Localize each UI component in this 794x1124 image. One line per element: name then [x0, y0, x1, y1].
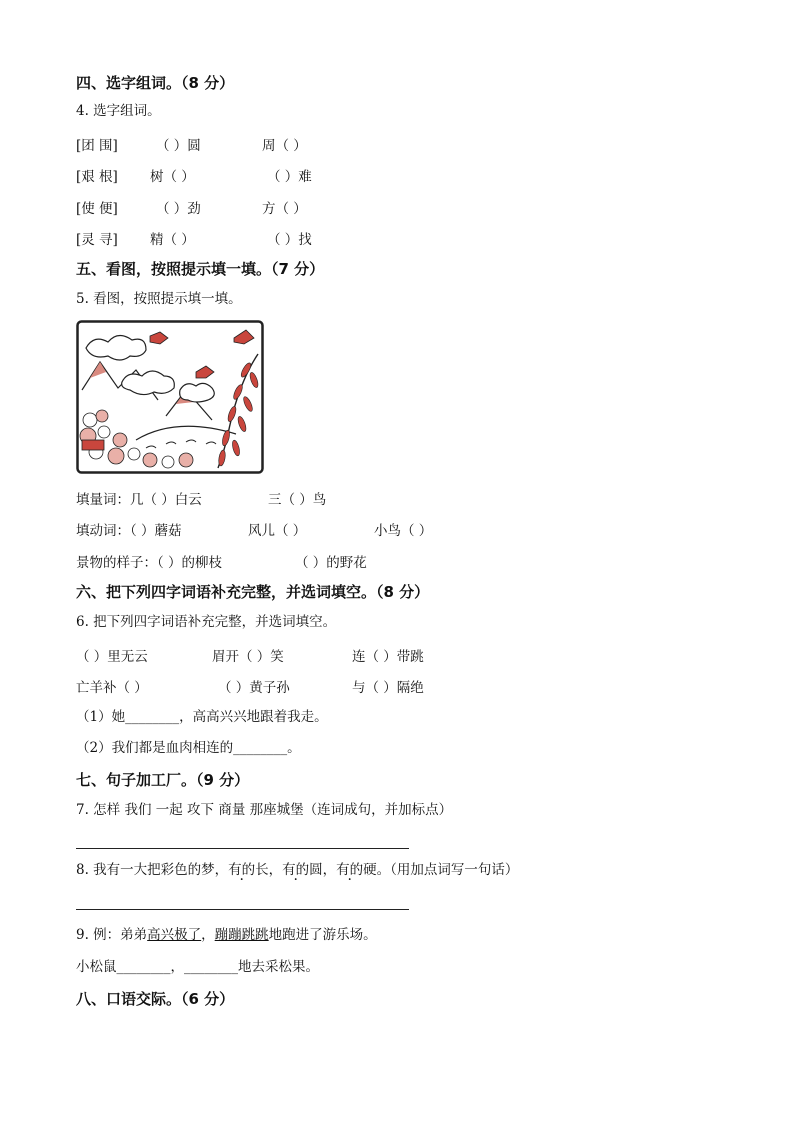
q4-row2-blank1[interactable]: 树（ ） [150, 169, 195, 185]
q6-idiom-3[interactable]: 连（ ）带跳 [352, 649, 424, 665]
q6-idiom-2[interactable]: 眉开（ ）笑 [212, 649, 284, 665]
q5-verb-1[interactable]: 填动词：（ ）蘑菇 [76, 523, 182, 539]
q4-row4-blank2[interactable]: （ ）找 [267, 232, 312, 248]
q4-row3-blank1[interactable]: （ ）劲 [156, 201, 201, 217]
q9-underlined-2: 蹦蹦跳跳 [214, 927, 269, 943]
question-9 [76, 926, 377, 944]
q5-verb-2[interactable]: 风儿（ ） [248, 523, 307, 539]
q4-row4-blank1[interactable]: 精（ ） [150, 232, 195, 248]
q9-fill[interactable]: 小松鼠________，________地去采松果。 [76, 959, 319, 975]
q8-prefix: 8. 我有一大把彩色的梦， [76, 862, 229, 878]
q8-dotted-word-2: 有的 [282, 862, 310, 878]
q7-answer-line[interactable] [76, 848, 409, 849]
q4-row4-group: [灵 寻] [76, 232, 118, 248]
q4-row2-blank2[interactable]: （ ）难 [267, 169, 312, 185]
q8-answer-line[interactable] [76, 909, 409, 910]
q4-row2-group: [艰 根] [76, 169, 118, 185]
q6-idiom-1[interactable]: （ ）里无云 [76, 649, 148, 665]
section6-heading: 六、把下列四字词语补充完整，并选词填空。（8 分） [76, 583, 430, 601]
q5-scene-2[interactable]: （ ）的野花 [295, 555, 367, 571]
question-6: 6. 把下列四字词语补充完整，并选词填空。 [76, 614, 337, 630]
section5-heading: 五、看图，按照提示填一填。（7 分） [76, 260, 325, 278]
q6-idiom-4[interactable]: 亡羊补（ ） [76, 680, 148, 696]
q8-mid-1: 长， [255, 862, 283, 878]
q6-idiom-5[interactable]: （ ）黄子孙 [218, 680, 290, 696]
question-8 [76, 861, 518, 879]
q4-row1-blank1[interactable]: （ ）圆 [156, 138, 201, 154]
q6-idiom-6[interactable]: 与（ ）隔绝 [352, 680, 424, 696]
section7-heading: 七、句子加工厂。（9 分） [76, 771, 250, 789]
q8-dotted-word-1: 有的 [228, 862, 256, 878]
question-4: 4. 选字组词。 [76, 103, 161, 119]
q5-measure-word-1[interactable]: 填量词：几（ ）白云 [76, 492, 202, 508]
landscape-illustration [76, 320, 264, 474]
section8-heading: 八、口语交际。（6 分） [76, 990, 235, 1008]
question-5: 5. 看图，按照提示填一填。 [76, 291, 242, 307]
q4-row3-group: [使 便] [76, 201, 118, 217]
q5-verb-3[interactable]: 小鸟（ ） [374, 523, 433, 539]
section4-heading: 四、选字组词。（8 分） [76, 74, 235, 92]
q4-row1-group: [团 围] [76, 138, 118, 154]
question-7: 7. 怎样 我们 一起 攻下 商量 那座城堡（连词成句，并加标点） [76, 802, 453, 818]
q8-dotted-word-3: 有的 [336, 862, 364, 878]
q4-row3-blank2[interactable]: 方（ ） [262, 201, 307, 217]
q5-measure-word-2[interactable]: 三（ ）鸟 [268, 492, 327, 508]
q8-suffix: 硬。（用加点词写一句话） [363, 862, 519, 878]
q8-mid-2: 圆， [309, 862, 337, 878]
q4-row1-blank2[interactable]: 周（ ） [262, 138, 307, 154]
q6-fill-2[interactable]: （2）我们都是血肉相连的________。 [76, 740, 301, 756]
q5-scene-1[interactable]: 景物的样子：（ ）的柳枝 [76, 555, 223, 571]
q9-underlined-1: 高兴极了 [147, 927, 202, 943]
q9-mid: ， [201, 927, 215, 943]
q9-prefix: 9. 例：弟弟 [76, 927, 148, 943]
q9-suffix: 地跑进了游乐场。 [268, 927, 377, 943]
q6-fill-1[interactable]: （1）她________，高高兴兴地跟着我走。 [76, 709, 328, 725]
